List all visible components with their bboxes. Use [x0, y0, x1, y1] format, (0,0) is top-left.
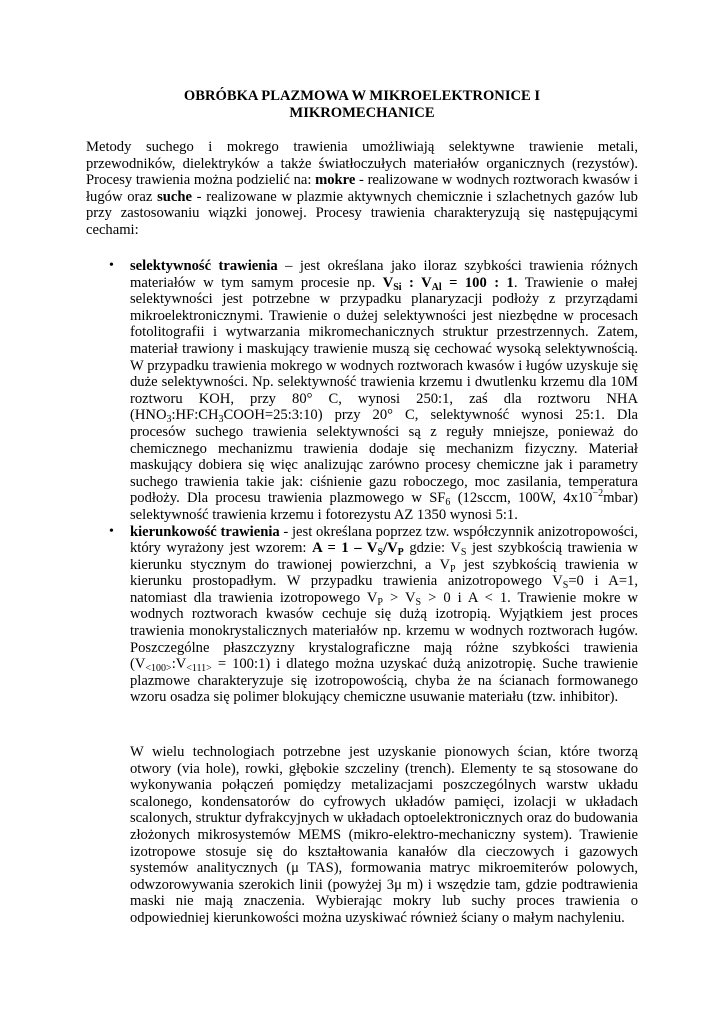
formula-slash: /V	[383, 540, 398, 557]
sub-p2: P	[377, 596, 383, 608]
formula-end: = 100 : 1	[441, 274, 514, 291]
selectivity-text-1: – jest określana jako iloraz szybkości trawienia różnych materiałów w tym samym procesie np.	[130, 258, 638, 291]
sub-s2: S	[562, 580, 569, 592]
title-line-1: OBRÓBKA PLAZMOWA W MIKROELEKTRONICE I	[183, 88, 541, 104]
formula-sub-si: Si	[393, 281, 402, 293]
formula-v1: V	[382, 274, 394, 291]
directionality-text-2: gdzie: V	[403, 540, 461, 557]
formula-sub-p: P	[397, 547, 404, 559]
directionality-text-6: > V	[382, 589, 416, 606]
selectivity-formula	[383, 275, 514, 291]
selectivity-text-6: mbar) selektywność trawienia krzemu i fotorezystu AZ 1350 wynosi 5:1.	[130, 490, 638, 523]
intro-term-dry: suche	[157, 188, 192, 205]
sub-3b: 3	[218, 414, 224, 426]
anisotropy-formula	[312, 540, 404, 559]
selectivity-text-3: :HF:CH	[171, 407, 219, 424]
bullet-icon: •	[109, 523, 114, 539]
directionality-text-8: :V	[171, 656, 187, 673]
sup-exponent: −2	[592, 488, 604, 500]
formula-sub-al: Al	[431, 281, 442, 293]
bullet-icon: •	[109, 258, 114, 273]
sub-111: <111>	[186, 663, 212, 675]
selectivity-text-2: . Trawienie o małej selektywności jest potrzebne w przypadku planaryzacji podłoży z przyrządami mikroelektronicznymi. Trawienie o dużej selektywności jest niezbędne w procesach fotolitografii i wytwarzania mikromechanicznych struktur przestrzennych. Zatem, materiał trawiony i maskujący trawienie muszą się cechować wysoką selektywnością. W przypadku trawienia mokrego w wodnych roztworach kwasów i ługów uzyskuje się duże selektywności. Np. selektywność trawienia krzemu i dwutlenku krzemu dla 10M roztworu KOH, przy 80° C, wynosi 250:1, zaś dla roztworu NHA (HNO	[130, 274, 638, 424]
selectivity-text-4: COOH=25:3:10) przy 20° C, selektywność wynosi 25:1. Dla procesów suchego trawienia selektywności są z reguły mniejsze, ponieważ do chemicznego mechanizmu trawienia dodaje się mechanizm fizyczny. Materiał maskujący dobiera się więc analizując zarówno procesy chemiczne jak i parametry suchego trawienia takie jak: ciśnienie gazu roboczego, moc zasilania, temperatura podłoży. Dla procesu trawienia plazmowego w SF	[130, 407, 638, 507]
tail-paragraph: W wielu technologiach potrzebne jest uzyskanie pionowych ścian, które tworzą otwory (via hole), rowki, głębokie szczeliny (trench). Elementy te są stosowane do wykonywania połączeń pomiędzy metalizacjami poszczególnych warstw układu scalonego, kondensatorów do cyfrowych układów pamięci, izolacji w układach scalonych, struktur dyfrakcyjnych w układach optoelektronicznych oraz do budowania złożonych mikrosystemów MEMS (mikro-elektro-mechaniczny system). Trawienie izotropowe stosuje się do kształtowania kanałów dla cieczowych i gazowych systemów analitycznych (μ TAS), formowania matryc mikroemiterów polowych, odwzorowywania szerokich linii (powyżej 3μ m) i wszędzie tam, gdzie podtrawienia maski nie mają znaczenia. Wybierając mokry lub suchy proces trawienia o odpowiedniej kierunkowości można uzyskiwać również ściany o małym nachyleniu.	[130, 744, 638, 926]
directionality-text-1: - jest określana poprzez tzw. współczynnik anizotropowości, który wyrażony jest wzorem:	[130, 523, 638, 557]
list-item-selectivity	[86, 258, 638, 524]
term-directionality: kierunkowość trawienia	[130, 523, 280, 540]
intro-text-3: - realizowane w plazmie aktywnych chemicznie i szlachetnych gazów lub przy zastosowaniu wiązki jonowej. Procesy trawienia charakteryzują się następującymi cechami:	[86, 188, 638, 238]
sub-3a: 3	[166, 414, 172, 426]
list-item-directionality	[86, 524, 638, 707]
intro-text-2: - realizowane w wodnych roztworach kwasów i ługów oraz	[86, 172, 638, 205]
formula-a: A = 1 – V	[312, 540, 378, 557]
selectivity-text-5: (12sccm, 100W, 4x10	[450, 490, 593, 507]
directionality-text-3: jest szybkością trawienia w kierunku stycznym do trawionej powierzchni, a V	[130, 540, 639, 573]
feature-list	[86, 258, 638, 706]
sub-6: 6	[445, 497, 451, 509]
page-title	[86, 88, 638, 122]
directionality-text-9: = 100:1) i dlatego można uzyskać dużą anizotropię. Suche trawienie plazmowe charakteryzuje się izotropowością, chyba że na ścianach formowanego wzoru osadza się polimer blokujący chemiczne usuwanie materiału (tzw. inhibitor).	[130, 656, 638, 706]
directionality-text-7: > 0 i A < 1. Trawienie mokre w wodnych roztworach kwasów cechuje się dużą izotropią. Wyjątkiem jest proces trawienia monokrystalicznych materiałów np. krzemu w wodnych roztworach ługów. Poszczególne płaszczyzny krystalograficzne mają różne szybkości trawienia (V	[130, 589, 639, 673]
intro-text-1: Metody suchego i mokrego trawienia umożliwiają selektywne trawienie metali, przewodników, dielektryków a także światłoczułych materiałów organicznych (rezystów). Procesy trawienia można podzielić na:	[86, 139, 638, 189]
intro-paragraph	[86, 139, 638, 239]
directionality-text-4: jest szybkością trawienia w kierunku prostopadłym. W przypadku trawienia anizotropowego V	[130, 556, 638, 590]
sub-s1: S	[460, 547, 467, 559]
sub-s3: S	[415, 596, 422, 608]
directionality-text-5: =0 i A=1, natomiast dla trawienia izotropowego V	[130, 573, 638, 606]
formula-mid: : V	[401, 274, 432, 291]
sub-p1: P	[450, 563, 456, 575]
title-line-2: MIKROMECHANICE	[289, 105, 435, 121]
intro-term-wet: mokre	[315, 172, 356, 189]
sub-100: <100>	[145, 663, 172, 675]
term-selectivity: selektywność trawienia	[130, 258, 278, 274]
formula-sub-s: S	[377, 547, 384, 559]
